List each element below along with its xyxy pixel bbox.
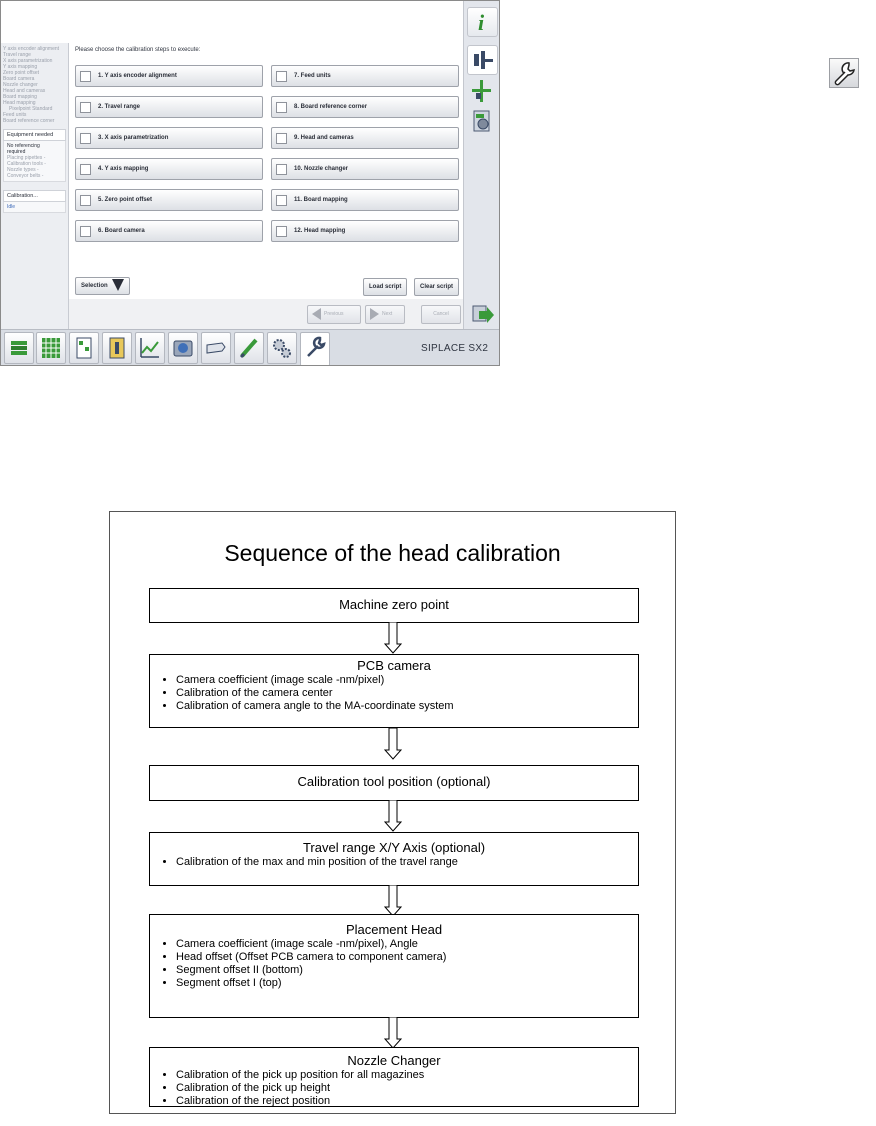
equipment-panel: [3, 141, 66, 182]
camera-icon: [169, 333, 197, 363]
step-label: 2. Travel range: [98, 104, 141, 110]
nozzle-button[interactable]: [201, 332, 231, 364]
sidebar-item: Y axis encoder alignment: [3, 46, 60, 52]
step-checkbox[interactable]: [80, 102, 91, 113]
sidebar-item: Head and cameras: [3, 88, 46, 94]
step-3-button[interactable]: [75, 127, 263, 149]
step-label: 6. Board camera: [98, 228, 145, 234]
sidebar-item: Zero point offset: [3, 70, 40, 76]
sidebar-item: Nozzle changer: [3, 82, 38, 88]
step-checkbox[interactable]: [80, 133, 91, 144]
previous-button[interactable]: [307, 305, 361, 324]
wrench-icon: [830, 59, 858, 87]
step-label: 1. Y axis encoder alignment: [98, 73, 177, 79]
calibration-status: Idle: [7, 204, 16, 210]
calibration-panel-title: Calibration...: [3, 190, 66, 202]
stage-calibration-tool-position: [149, 765, 639, 801]
step-4-button[interactable]: [75, 158, 263, 180]
step-1-button[interactable]: [75, 65, 263, 87]
grid-icon: [37, 333, 65, 363]
bullet-item: • Calibration of camera angle to the MA-coordinate system: [176, 700, 638, 713]
equipment-line: required: [7, 149, 26, 155]
sidebar-item: Travel range: [3, 52, 31, 58]
step-checkbox[interactable]: [276, 133, 287, 144]
statistics-button[interactable]: [135, 332, 165, 364]
sidebar-item: Y axis mapping: [3, 64, 38, 70]
step-checkbox[interactable]: [80, 164, 91, 175]
selection-dropdown[interactable]: [75, 277, 130, 295]
bullet-item: • Calibration of the max and min position of the travel range: [176, 856, 638, 869]
step-checkbox[interactable]: [80, 195, 91, 206]
bullet-item: • Calibration of the camera center: [176, 687, 638, 700]
step-label: 12. Head mapping: [294, 228, 346, 234]
step-checkbox[interactable]: [276, 164, 287, 175]
equipment-line: No referencing: [7, 143, 40, 149]
step-6-button[interactable]: [75, 220, 263, 242]
stage-title: Travel range X/Y Axis (optional): [302, 840, 486, 855]
placement-head-button[interactable]: [467, 45, 498, 75]
bullet-item: • Calibration of the pick up position for all magazines: [176, 1069, 638, 1082]
calibration-sequence-figure: [109, 511, 676, 1114]
equipment-line: Calibration tools -: [7, 161, 46, 167]
tool-button[interactable]: [234, 332, 264, 364]
sidebar-item: Feed units: [3, 112, 27, 118]
step-label: 8. Board reference corner: [294, 104, 368, 110]
stage-bullets: [150, 674, 638, 713]
header-bar: [1, 1, 463, 44]
step-label: 10. Nozzle changer: [294, 166, 349, 172]
step-5-button[interactable]: [75, 189, 263, 211]
vision-button[interactable]: [168, 332, 198, 364]
load-script-button[interactable]: Load script: [363, 278, 407, 296]
step-7-button[interactable]: [271, 65, 459, 87]
camera-gear-icon: [467, 107, 496, 135]
sidebar-item: Board mapping: [3, 94, 37, 100]
stage-bullets: [150, 1069, 638, 1108]
stage-title: PCB camera: [357, 658, 431, 673]
pen-icon: [235, 333, 263, 363]
next-label: Next: [382, 311, 393, 317]
grid-button[interactable]: [36, 332, 66, 364]
cancel-button[interactable]: Cancel: [421, 305, 461, 324]
service-wrench-button[interactable]: [829, 58, 859, 88]
chart-icon: [136, 333, 164, 363]
stage-nozzle-changer: [149, 1047, 639, 1107]
bullet-item: • Calibration of the reject position: [176, 1095, 638, 1108]
gears-icon: [268, 333, 296, 363]
bullet-item: • Camera coefficient (image scale -nm/pixel): [176, 674, 638, 687]
calibration-panel: [3, 202, 66, 213]
dropdown-arrow-icon: [112, 279, 124, 291]
camera-settings-button[interactable]: [467, 107, 498, 137]
bullet-item: • Camera coefficient (image scale -nm/pixel), Angle: [176, 938, 638, 951]
sidebar-item: Board camera: [3, 76, 35, 82]
feeder-icon: [103, 333, 131, 363]
down-arrow-icon: [384, 800, 402, 832]
exit-button[interactable]: [467, 301, 498, 331]
axis-button[interactable]: [467, 77, 498, 107]
step-2-button[interactable]: [75, 96, 263, 118]
down-arrow-icon: [384, 885, 402, 917]
stack-icon: [5, 333, 33, 363]
next-arrow-icon: [370, 308, 379, 320]
head-module-icon: [468, 46, 497, 74]
step-checkbox[interactable]: [276, 226, 287, 237]
previous-label: Previous: [324, 311, 344, 317]
down-arrow-icon: [384, 622, 402, 654]
step-10-button[interactable]: [271, 158, 459, 180]
stage-machine-zero-point: [149, 588, 639, 623]
step-label: 11. Board mapping: [294, 197, 348, 203]
info-icon: [468, 8, 497, 36]
step-checkbox[interactable]: [276, 102, 287, 113]
step-checkbox[interactable]: [276, 71, 287, 82]
step-label: 5. Zero point offset: [98, 197, 152, 203]
step-11-button[interactable]: [271, 189, 459, 211]
svg-text:i: i: [478, 10, 485, 35]
down-arrow-icon: [384, 1017, 402, 1049]
stage-placement-head: [149, 914, 639, 1018]
down-arrow-icon: [384, 728, 402, 760]
equipment-line: Conveyor belts -: [7, 173, 44, 179]
exit-arrow-icon: [467, 301, 496, 329]
step-8-button[interactable]: [271, 96, 459, 118]
step-label: 9. Head and cameras: [294, 135, 354, 141]
bullet-item: • Head offset (Offset PCB camera to component camera): [176, 951, 638, 964]
sidebar-item: X axis parametrization: [3, 58, 53, 64]
stage-bullets: [150, 856, 638, 869]
right-toolbar: [463, 1, 500, 329]
wrench-icon: [301, 333, 329, 363]
board-button[interactable]: [69, 332, 99, 364]
step-label: 7. Feed units: [294, 73, 331, 79]
stage-title: Calibration tool position (optional): [297, 774, 491, 789]
axis-icon: [467, 77, 496, 105]
stage-title: Placement Head: [345, 922, 443, 937]
sidebar-item: Board reference corner: [3, 118, 55, 124]
stage-title: Nozzle Changer: [347, 1053, 441, 1068]
equipment-panel-title: Equipment needed: [3, 129, 66, 141]
board-icon: [70, 333, 98, 363]
step-label: 4. Y axis mapping: [98, 166, 149, 172]
figure-title: Sequence of the head calibration: [224, 540, 561, 566]
stage-bullets: [150, 938, 638, 990]
sidebar-item: Pixelpoint Standard: [9, 106, 53, 112]
sidebar-item: Head mapping: [3, 100, 36, 106]
settings-button[interactable]: [267, 332, 297, 364]
step-9-button[interactable]: [271, 127, 459, 149]
step-checkbox[interactable]: [276, 195, 287, 206]
bullet-item: • Segment offset II (bottom): [176, 964, 638, 977]
next-button[interactable]: [365, 305, 405, 324]
bottom-toolbar: [1, 329, 500, 366]
info-button[interactable]: [467, 7, 498, 37]
selection-label: Selection: [81, 283, 108, 289]
siplace-calibration-screen: [0, 0, 500, 366]
step-label: 3. X axis parametrization: [98, 135, 169, 141]
previous-arrow-icon: [312, 308, 321, 320]
production-button[interactable]: [4, 332, 34, 364]
brand-label: SIPLACE SX2: [421, 343, 489, 354]
equipment-line: Nozzle types -: [7, 167, 39, 173]
nozzle-icon: [202, 333, 230, 363]
bullet-item: • Segment offset I (top): [176, 977, 638, 990]
step-12-button[interactable]: [271, 220, 459, 242]
stage-travel-range: [149, 832, 639, 886]
equipment-line: Placing pipettes -: [7, 155, 46, 161]
service-button[interactable]: [300, 332, 330, 366]
calibration-main-panel: [69, 43, 463, 299]
left-sidebar: [1, 43, 69, 329]
stage-pcb-camera: [149, 654, 639, 728]
calibration-prompt: Please choose the calibration steps to execute:: [75, 47, 201, 53]
feeder-button[interactable]: [102, 332, 132, 364]
step-checkbox[interactable]: [80, 226, 91, 237]
bullet-item: • Calibration of the pick up height: [176, 1082, 638, 1095]
stage-title: Machine zero point: [339, 597, 449, 612]
step-checkbox[interactable]: [80, 71, 91, 82]
clear-script-button[interactable]: Clear script: [414, 278, 459, 296]
